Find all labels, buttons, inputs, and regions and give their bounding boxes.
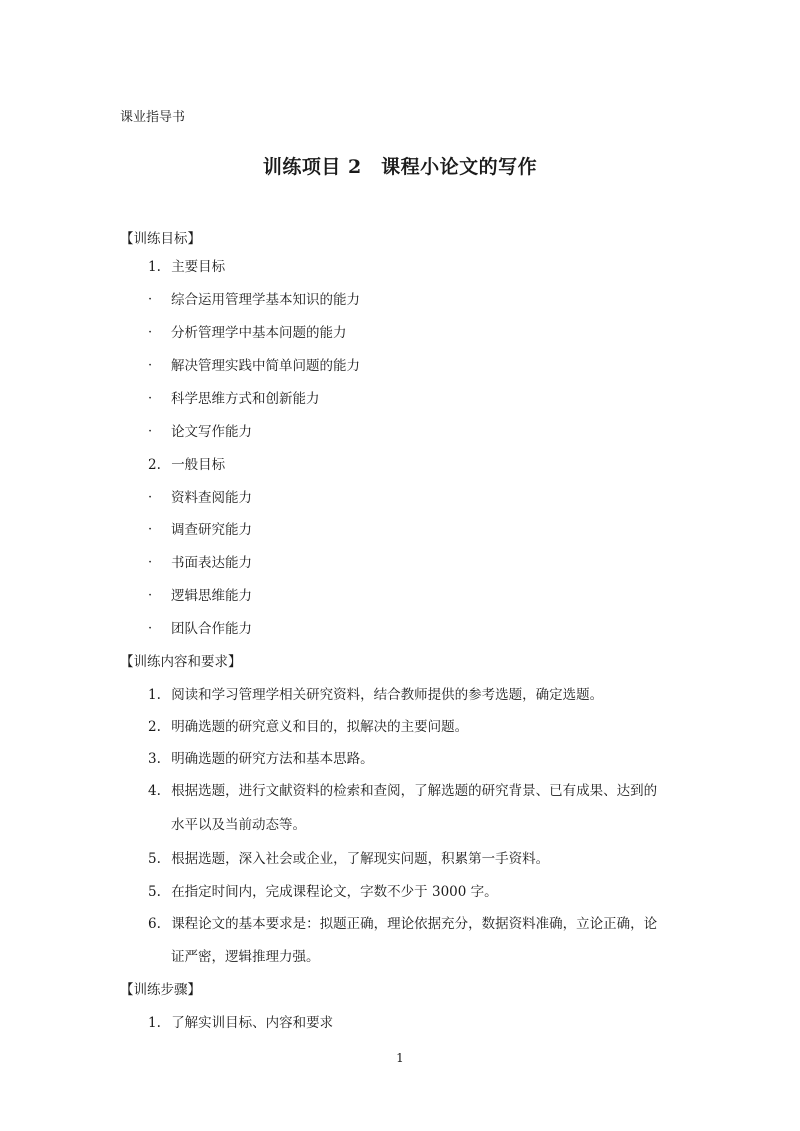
list-item: 逻辑思维能力 — [171, 588, 252, 604]
section-heading-goals: 【训练目标】 — [120, 231, 201, 247]
subheading-main-goals — [148, 257, 225, 277]
section-heading-steps: 【训练步骤】 — [120, 982, 201, 998]
requirement-item — [148, 717, 468, 737]
requirement-text: 明确选题的研究方法和基本思路。 — [171, 751, 374, 767]
list-item: 团队合作能力 — [171, 621, 252, 637]
running-header: 课业指导书 — [120, 110, 186, 125]
requirement-text: 根据选题，深入社会或企业，了解现实问题，积累第一手资料。 — [171, 851, 550, 867]
list-item: 综合运用管理学基本知识的能力 — [171, 292, 360, 308]
list-number: 2. — [148, 719, 161, 735]
step-text: 了解实训目标、内容和要求 — [171, 1015, 334, 1031]
subheading-label: 主要目标 — [171, 259, 226, 275]
bullet-mark: · — [148, 391, 153, 406]
requirement-continuation: 证严密，逻辑推理力强。 — [171, 949, 320, 965]
page-title: 训练项目 2 课程小论文的写作 — [262, 156, 538, 178]
requirement-item — [148, 749, 374, 769]
list-item: 科学思维方式和创新能力 — [171, 391, 320, 407]
requirement-item — [148, 914, 657, 934]
bullet-mark: · — [148, 490, 153, 505]
list-item: 解决管理实践中简单问题的能力 — [171, 358, 360, 374]
section-heading-content: 【训练内容和要求】 — [120, 654, 242, 670]
list-number: 4. — [148, 783, 161, 799]
page-number: 1 — [396, 1051, 404, 1065]
list-item: 资料查阅能力 — [171, 490, 252, 506]
subheading-general-goals — [148, 455, 225, 475]
list-number: 1. — [148, 687, 161, 703]
list-item: 分析管理学中基本问题的能力 — [171, 325, 347, 341]
bullet-mark: · — [148, 292, 153, 307]
list-number: 5. — [148, 884, 161, 900]
bullet-mark: · — [148, 424, 153, 439]
bullet-mark: · — [148, 522, 153, 537]
requirement-item — [148, 882, 498, 902]
step-item — [148, 1013, 333, 1033]
list-number: 5. — [148, 851, 161, 867]
requirement-text: 在指定时间内，完成课程论文，字数不少于 3000 字。 — [171, 884, 498, 900]
bullet-mark: · — [148, 555, 153, 570]
bullet-mark: · — [148, 325, 153, 340]
list-number: 3. — [148, 751, 161, 767]
bullet-mark: · — [148, 621, 153, 636]
requirement-text: 明确选题的研究意义和目的，拟解决的主要问题。 — [171, 719, 469, 735]
subheading-label: 一般目标 — [171, 457, 226, 473]
requirement-item — [148, 685, 603, 705]
requirement-item — [148, 781, 657, 801]
list-number: 6. — [148, 916, 161, 932]
list-number: 1. — [148, 1015, 161, 1031]
requirement-item — [148, 849, 549, 869]
requirement-text: 阅读和学习管理学相关研究资料，结合教师提供的参考选题，确定选题。 — [171, 687, 604, 703]
list-item: 书面表达能力 — [171, 555, 252, 571]
requirement-text: 课程论文的基本要求是：拟题正确，理论依据充分，数据资料准确，立论正确，论 — [171, 916, 658, 932]
requirement-continuation: 水平以及当前动态等。 — [171, 817, 306, 833]
list-number: 1. — [148, 259, 161, 275]
bullet-mark: · — [148, 358, 153, 373]
bullet-mark: · — [148, 588, 153, 603]
list-item: 论文写作能力 — [171, 424, 252, 440]
requirement-text: 根据选题，进行文献资料的检索和查阅，了解选题的研究背景、已有成果、达到的 — [171, 783, 658, 799]
list-number: 2. — [148, 457, 161, 473]
list-item: 调查研究能力 — [171, 522, 252, 538]
